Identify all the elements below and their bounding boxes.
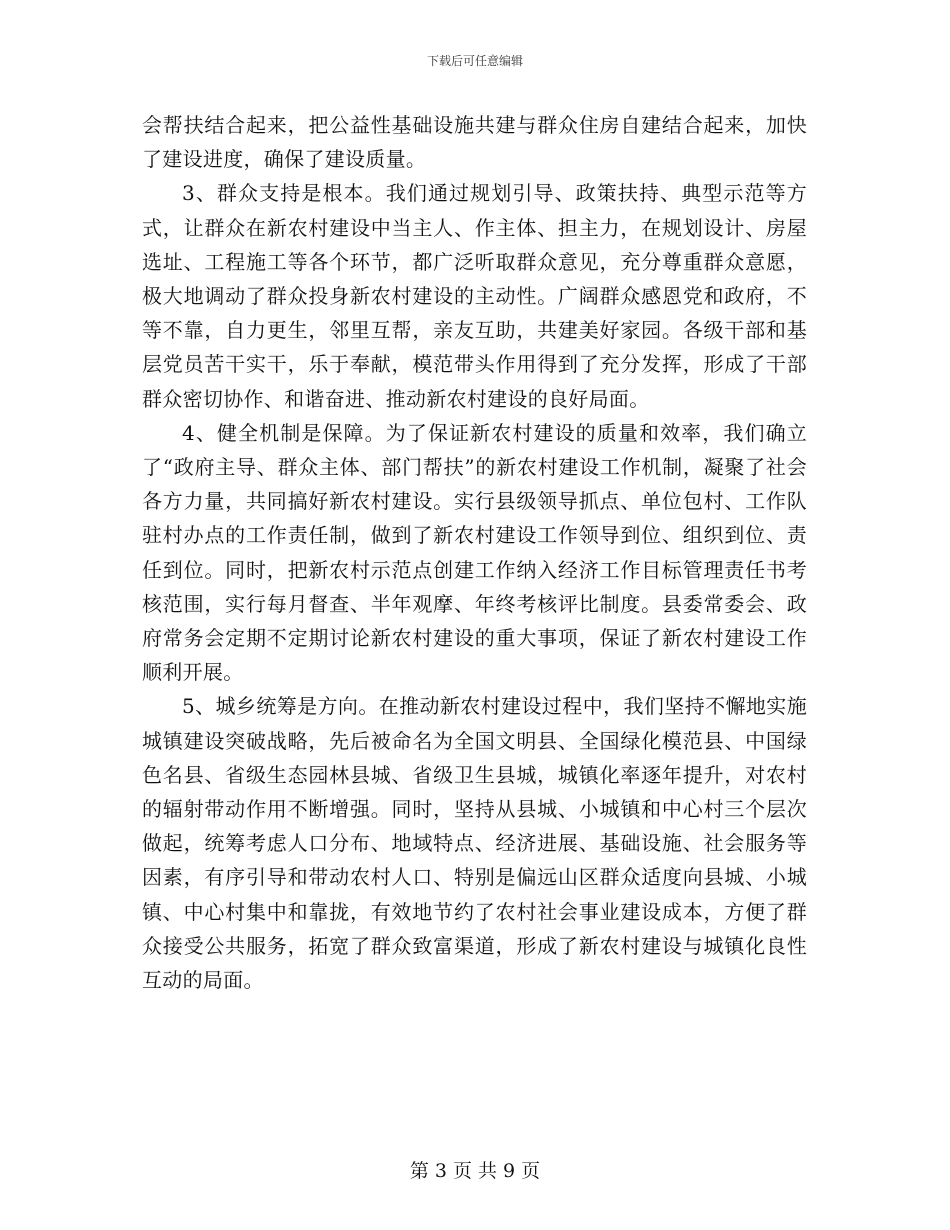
- paragraph-urban-rural: 5、城乡统筹是方向。在推动新农村建设过程中，我们坚持不懈地实施城镇建设突破战略，先后被命名为全国文明县、全国绿化模范县、中国绿色名县、省级生态园林县城、省级卫生县城，城镇化率逐年提升，对农村的辐射带动作用不断增强。同时，坚持从县城、小城镇和中心村三个层次做起，统筹考虑人口分布、地域特点、经济进展、基础设施、社会服务等因素，有序引导和带动农村人口、特别是偏远山区群众适度向县城、小城镇、中心村集中和靠拢，有效地节约了农村社会事业建设成本，方便了群众接受公共服务，拓宽了群众致富渠道，形成了新农村建设与城镇化良性互动的局面。: [142, 694, 807, 993]
- paragraph-mass-support: 3、群众支持是根本。我们通过规划引导、政策扶持、典型示范等方式，让群众在新农村建设中当主人、作主体、担主力，在规划设计、房屋选址、工程施工等各个环节，都广泛听取群众意见，充分尊重群众意愿，极大地调动了群众投身新农村建设的主动性。广阔群众感恩党和政府，不等不靠，自力更生，邻里互帮，亲友互助，共建美好家园。各级干部和基层党员苦干实干，乐于奉献，模范带头作用得到了充分发挥，形成了干部群众密切协作、和谐奋进、推动新农村建设的良好局面。: [142, 181, 807, 411]
- page-header-note: 下载后可任意编辑: [426, 54, 523, 68]
- paragraph-mechanism: 4、健全机制是保障。为了保证新农村建设的质量和效率，我们确立了“政府主导、群众主体、部门帮扶”的新农村建设工作机制，凝聚了社会各方力量，共同搞好新农村建设。实行县级领导抓点、单位包村、工作队驻村办点的工作责任制，做到了新农村建设工作领导到位、组织到位、责任到位。同时，把新农村示范点创建工作纳入经济工作目标管理责任书考核范围，实行每月督查、半年观摩、年终考核评比制度。县委常委会、政府常务会定期不定期讨论新农村建设的重大事项，保证了新农村建设工作顺利开展。: [142, 420, 807, 685]
- page-number: 第 3 页 共 9 页: [409, 1160, 541, 1182]
- document-body: [142, 108, 807, 997]
- paragraph-continuation: 会帮扶结合起来，把公益性基础设施共建与群众住房自建结合起来，加快了建设进度，确保了建设质量。: [142, 113, 807, 172]
